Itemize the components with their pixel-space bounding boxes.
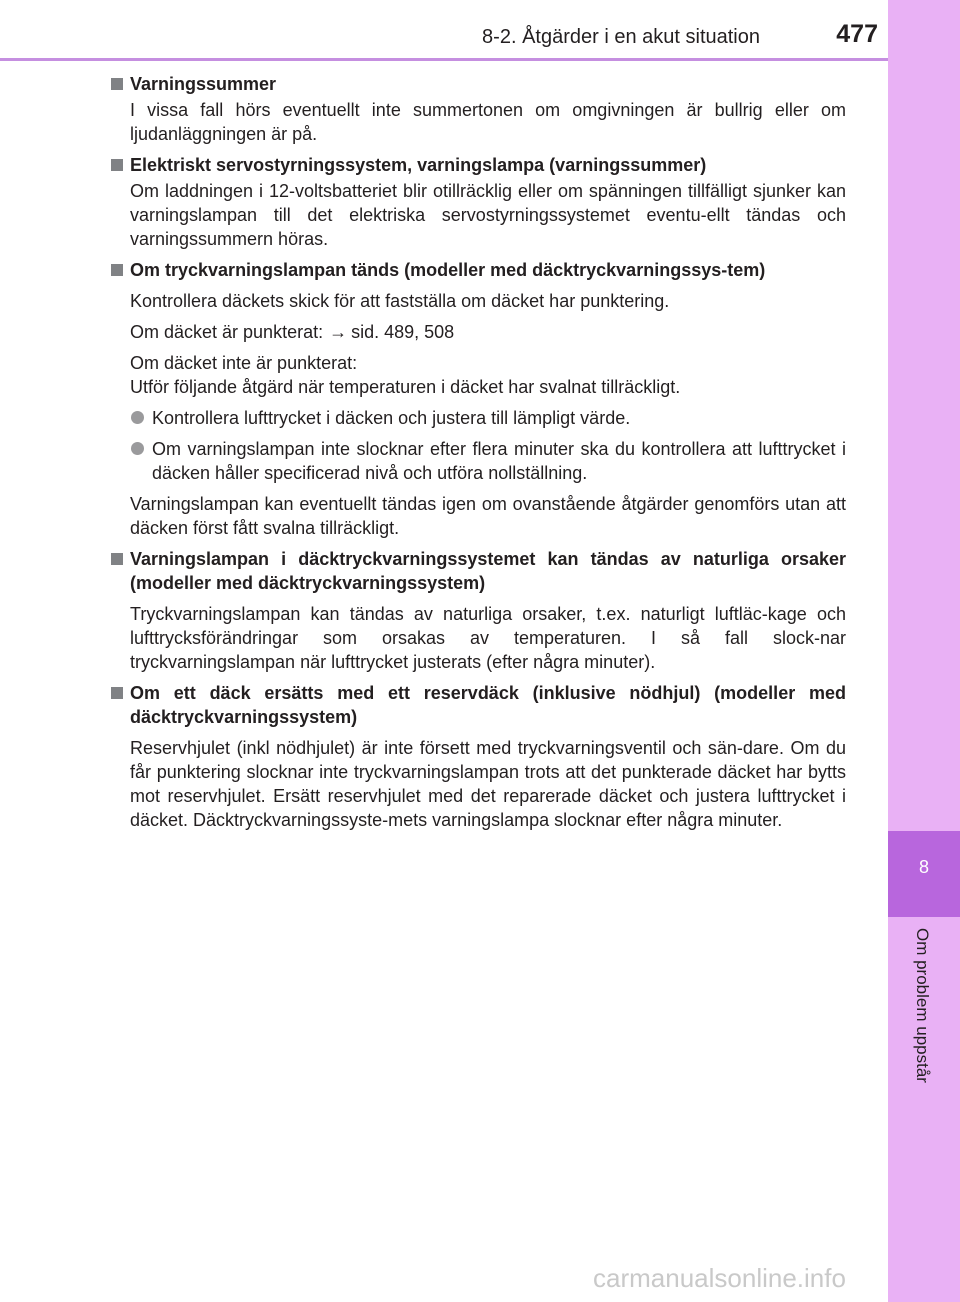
list-item-text: Kontrollera lufttrycket i däcken och justera till lämpligt värde. <box>152 408 631 428</box>
square-bullet-icon <box>111 159 123 171</box>
arrow-right-icon: → <box>329 322 348 342</box>
watermark: carmanualsonline.info <box>593 1263 846 1293</box>
page-reference-line <box>110 320 846 344</box>
list-item-text: Om varningslampan inte slocknar efter flera minuter ska du kontrollera att lufttrycket i däcken håller specificerad nivå och utföra nollställning. <box>152 439 846 483</box>
section-heading <box>110 547 846 595</box>
paragraph: Reservhjulet (inkl nödhjulet) är inte försett med tryckvarningsventil och sän-dare. Om du får punktering slocknar inte tryckvarningslampan trots att det punkterade däcket har bytts mot reservhjulet. Ersätt reservhjulet med det reparerade däcket och justera lufttrycket i däcket. Däcktryckvarningssyste-mets varningslampa slocknar efter några minuter. <box>130 738 846 830</box>
paragraph-line: Om däcket inte är punkterat: <box>130 353 358 373</box>
paragraph-line: Utför följande åtgärd när temperaturen i däcket har svalnat tillräckligt. <box>130 377 681 397</box>
round-bullet-icon <box>131 411 144 424</box>
paragraph: Tryckvarningslampan kan tändas av naturliga orsaker, t.ex. naturligt luftläc-kage och lufttrycksförändringar som orsakas av temperaturen. I så fall slock-nar tryckvarningslampan när lufttrycket justerats (efter några minuter). <box>130 604 846 672</box>
paragraph: Kontrollera däckets skick för att fastställa om däcket har punktering. <box>130 291 670 311</box>
square-bullet-icon <box>111 687 123 699</box>
heading-text: Varningssummer <box>130 74 277 94</box>
chapter-title: Om problem uppstår <box>913 928 932 1083</box>
paragraph <box>110 351 846 399</box>
round-bullet-icon <box>131 442 144 455</box>
heading-text: Elektriskt servostyrningssystem, varningslampa (varningssummer) <box>130 155 707 175</box>
section-heading <box>110 153 846 177</box>
list-item <box>130 406 846 430</box>
square-bullet-icon <box>111 78 123 90</box>
heading-text: Om tryckvarningslampan tänds (modeller med däcktryckvarningssys-tem) <box>130 260 766 280</box>
section-title: 8-2. Åtgärder i en akut situation <box>482 26 760 48</box>
paragraph: Varningslampan kan eventuellt tändas igen om ovanstående åtgärder genomförs utan att däcken först fått svalna tillräckligt. <box>130 494 846 538</box>
section-heading <box>110 681 846 729</box>
header-rule <box>0 58 888 61</box>
list-item <box>130 437 846 485</box>
heading-text: Om ett däck ersätts med ett reservdäck (inklusive nödhjul) (modeller med däcktryckvarningssystem) <box>130 683 846 727</box>
square-bullet-icon <box>111 553 123 565</box>
page-content <box>110 70 846 832</box>
page-number: 477 <box>836 20 878 48</box>
page-reference-link[interactable]: sid. 489, 508 <box>351 322 455 342</box>
paragraph: Om laddningen i 12-voltsbatteriet blir otillräcklig eller om spänningen tillfälligt sjunker kan varningslampan till det elektriska servostyrningssystemet eventu-ellt tändas och varningssummern höras. <box>130 181 846 249</box>
reference-text: Om däcket är punkterat: <box>130 322 324 342</box>
square-bullet-icon <box>111 264 123 276</box>
section-heading <box>110 72 846 96</box>
heading-text: Varningslampan i däcktryckvarningssystemet kan tändas av naturliga orsaker (modeller med däcktryckvarningssystem) <box>130 549 846 593</box>
chapter-number: 8 <box>918 857 929 877</box>
section-heading <box>110 258 846 282</box>
paragraph: I vissa fall hörs eventuellt inte summertonen om omgivningen är bullrig eller om ljudanläggningen är på. <box>130 100 846 144</box>
chapter-side-tab <box>888 0 960 1302</box>
